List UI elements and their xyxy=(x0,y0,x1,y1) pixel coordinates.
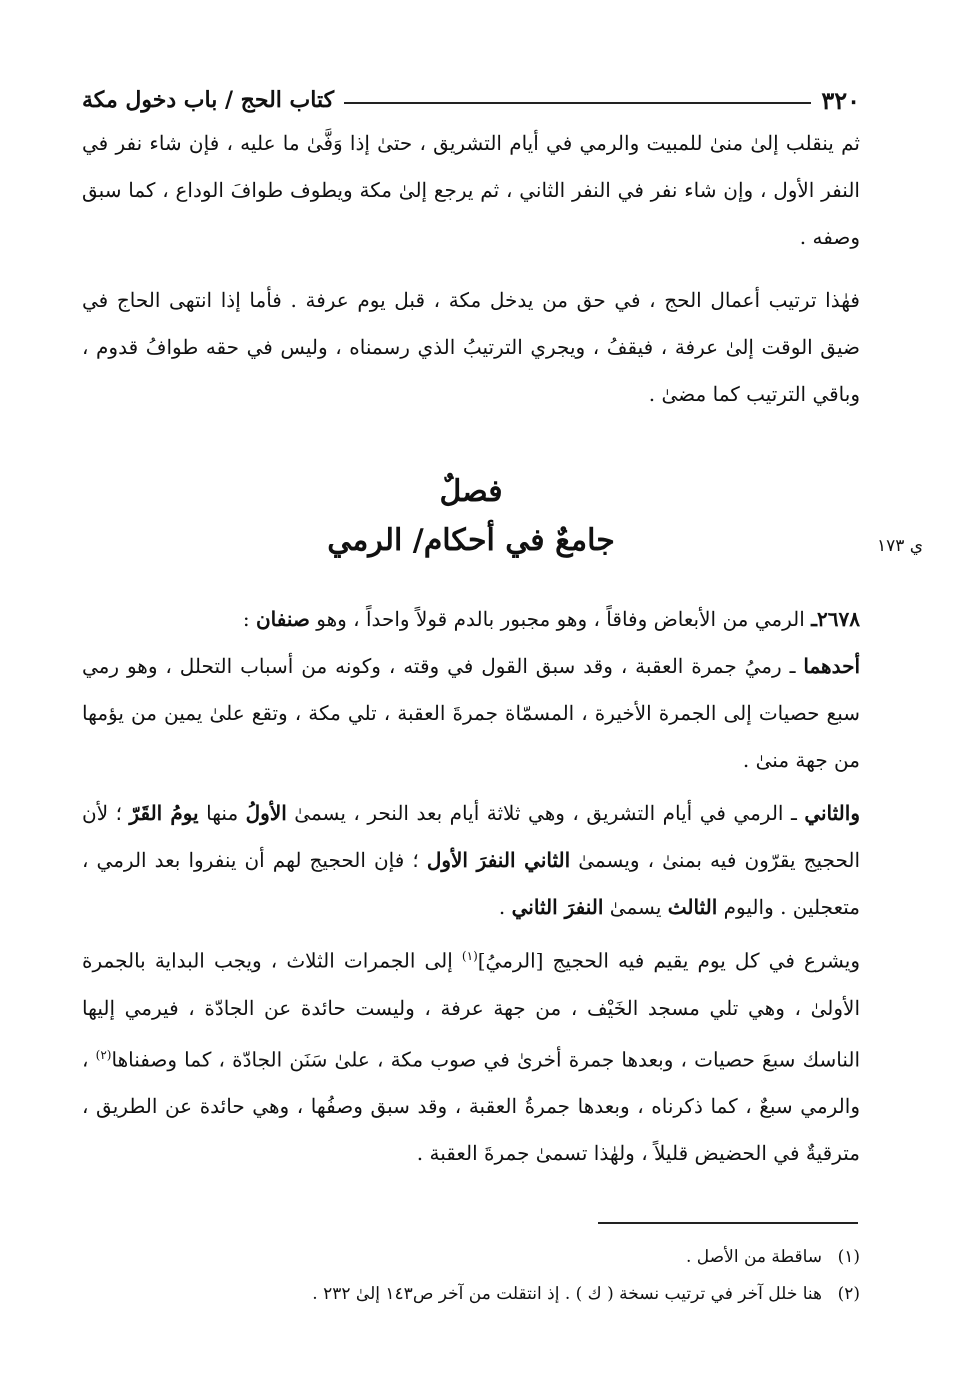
paragraph-number: ٢٦٧٨ـ xyxy=(811,607,860,631)
running-header xyxy=(82,80,860,120)
paragraph-first-kind: أحدهما ـ رميُ جمرة العقبة ، وقد سبق القول في وقته ، وكونه من أسباب التحلل ، وهو رمي سبع حصيات إلى الجمرة الأخيرة ، المسمّاة جمرةَ العقبة ، تلي مكة ، وتقع علىٰ يمين من يؤمها من جهة منىٰ . xyxy=(82,654,860,772)
page-number: ٣٢٠ xyxy=(821,85,860,115)
paragraph-third: ويشرع في كل يوم يقيم فيه الحجيج [الرميُ]$^{(١)}$ إلى الجمرات الثلاث ، ويجب البداية بالجمرة الأولىٰ ، وهي تلي مسجد الخَيْف ، من جهة عرفة ، وليست حائدة عن الجادّة ، فيرمي إليها الناسك سبعَ حصيات ، وبعدها جمرة أخرىٰ في صوب مكة ، علىٰ سَنَن الجادّة ، كما وصفناها$^{(٢)}$ ، والرمي سبعٌ ، كما ذكرناه ، وبعدها جمرةُ العقبة ، وقد سبق وصفُها ، وهي حائدة عن الطريق ، مترقيةٌ في الحضيض قليلاً ، ولهٰذا تسمىٰ جمرةَ العقبة . xyxy=(82,948,861,1166)
paragraph-second-kind: والثاني ـ الرمي في أيام التشريق ، وهي ثلاثة أيام بعد النحر ، يسمىٰ الأولُ منها يومُ القَرّ ؛ لأن الحجيج يقرّون فيه بمنىٰ ، ويسمىٰ الثاني النفرَ الأول ؛ فإن الحجيج لهم أن ينفروا بعد الرمي ، متعجلين . واليوم الثالث يسمىٰ النفرَ الثاني . xyxy=(82,801,860,919)
section-subheading: جامعٌ في أحكام/ الرمي xyxy=(327,523,615,558)
footnote-2: (٢)هنا خلل آخر في ترتيب نسخة ( ك ) . إذ انتقلت من آخر ص١٤٣ إلىٰ ٢٣٢ . xyxy=(312,1284,860,1304)
margin-note: ي ١٧٣ xyxy=(876,536,924,556)
footnote-rule xyxy=(598,1222,858,1224)
section-heading: فصلٌ xyxy=(439,474,503,509)
paragraph-top-1: ثم ينقلب إلىٰ منىٰ للمبيت والرمي في أيام التشريق ، حتىٰ إذا وَفَّىٰ ما عليه ، فإن شاء نفر في النفر الأول ، وإن شاء نفر في النفر الثاني ، ثم يرجع إلىٰ مكة ويطوف طوافَ الوداع ، كما سبق وصفه . xyxy=(82,131,860,249)
paragraph-2678: ٢٦٧٨ـ الرمي من الأبعاض وفاقاً ، وهو مجبور بالدم قولاً واحداً ، وهو صنفان : xyxy=(242,607,860,631)
footnote-ref-1[interactable]: (١) xyxy=(461,949,478,963)
running-title: كتاب الحج / باب دخول مكة xyxy=(82,87,335,113)
header-rule xyxy=(344,102,811,104)
footnote-1: (١)ساقطة من الأصل . xyxy=(686,1247,860,1267)
footnote-ref-2[interactable]: (٢) xyxy=(95,1047,112,1062)
paragraph-top-2: فهٰذا ترتيب أعمال الحج ، في حق من يدخل مكة ، قبل يوم عرفة . فأما إذا انتهى الحاج في ضيق الوقت إلىٰ عرفة ، فيقفُ ، ويجري الترتيبُ الذي رسمناه ، وليس في حقه طوافُ قدوم ، وباقي الترتيب كما مضىٰ . xyxy=(82,288,860,406)
